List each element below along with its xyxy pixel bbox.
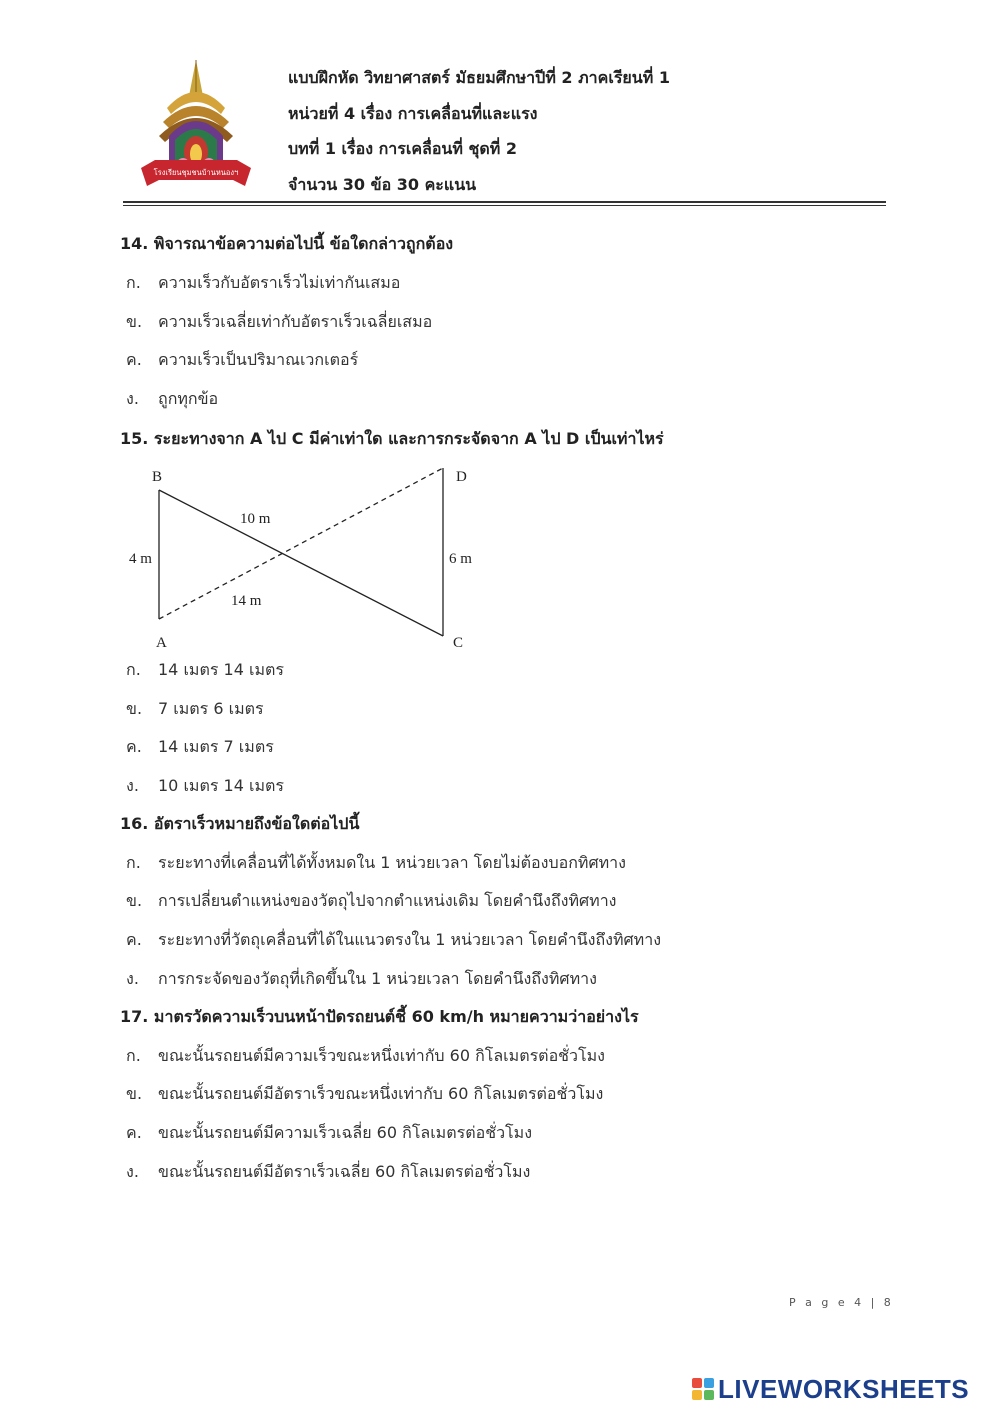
option-letter: ง. <box>126 969 139 988</box>
option-letter: ข. <box>126 312 143 331</box>
option-text: ความเร็วกับอัตราเร็วไม่เท่ากันเสมอ <box>158 273 401 292</box>
header-divider-thick <box>123 201 886 203</box>
option-text: ความเร็วเป็นปริมาณเวกเตอร์ <box>158 350 359 369</box>
option-letter: ข. <box>126 1084 143 1103</box>
header-score: จำนวน 30 ข้อ 30 คะแนน <box>288 174 477 194</box>
liveworksheets-brand-text: LIVEWORKSHEETS <box>718 1373 970 1404</box>
question-15-option-d[interactable] <box>126 774 284 799</box>
option-text: การกระจัดของวัตถุที่เกิดขึ้นใน 1 หน่วยเวลา โดยคำนึงถึงทิศทาง <box>158 969 597 988</box>
school-logo <box>133 56 259 198</box>
label-ad-length: 14 m <box>231 593 262 609</box>
worksheet-header <box>288 60 888 202</box>
header-chapter: บทที่ 1 เรื่อง การเคลื่อนที่ ชุดที่ 2 <box>288 139 517 158</box>
option-text: 7 เมตร 6 เมตร <box>158 699 264 718</box>
option-letter: ง. <box>126 776 139 795</box>
point-d-label: D <box>456 469 467 485</box>
option-text: ถูกทุกข้อ <box>158 389 219 408</box>
option-text: ขณะนั้นรถยนต์มีอัตราเร็วเฉลี่ย 60 กิโลเมตรต่อชั่วโมง <box>158 1162 531 1181</box>
question-17-option-b[interactable] <box>126 1082 603 1107</box>
liveworksheets-logo[interactable] <box>692 1374 969 1404</box>
question-14-option-a[interactable] <box>126 271 400 296</box>
option-letter: ข. <box>126 891 143 910</box>
option-text: ขณะนั้นรถยนต์มีอัตราเร็วขณะหนึ่งเท่ากับ 60 กิโลเมตรต่อชั่วโมง <box>158 1084 604 1103</box>
logo-banner-text: โรงเรียนชุมชนบ้านหนองฯ <box>153 168 239 177</box>
question-15-title: 15. ระยะทางจาก A ไป C มีค่าเท่าใด และการกระจัดจาก A ไป D เป็นเท่าไหร่ <box>120 429 664 448</box>
question-16-option-d[interactable] <box>126 967 597 992</box>
point-a-label: A <box>156 635 167 651</box>
question-15-option-a[interactable] <box>126 658 284 683</box>
segment-ad <box>159 468 443 619</box>
header-unit: หน่วยที่ 4 เรื่อง การเคลื่อนที่และแรง <box>288 103 538 123</box>
option-text: ระยะทางที่วัตถุเคลื่อนที่ได้ในแนวตรงใน 1 หน่วยเวลา โดยคำนึงถึงทิศทาง <box>158 930 662 949</box>
option-letter: ค. <box>126 350 142 369</box>
point-c-label: C <box>453 635 464 651</box>
question-17-option-c[interactable] <box>126 1121 532 1146</box>
option-letter: ก. <box>126 853 141 872</box>
question-14-option-b[interactable] <box>126 310 432 335</box>
question-16-option-a[interactable] <box>126 851 626 876</box>
option-text: การเปลี่ยนตำแหน่งของวัตถุไปจากตำแหน่งเดิม โดยคำนึงถึงทิศทาง <box>158 891 617 910</box>
page-number: P a g e 4 | 8 <box>789 1296 894 1309</box>
option-text: ขณะนั้นรถยนต์มีความเร็วเฉลี่ย 60 กิโลเมตรต่อชั่วโมง <box>158 1123 533 1142</box>
header-divider-thin <box>123 205 886 206</box>
option-letter: ก. <box>126 660 141 679</box>
option-text: 14 เมตร 7 เมตร <box>158 737 274 756</box>
option-letter: ข. <box>126 699 143 718</box>
label-dc-length: 6 m <box>449 551 472 567</box>
displacement-diagram <box>125 462 485 654</box>
question-15-option-b[interactable] <box>126 697 264 722</box>
question-15-option-c[interactable] <box>126 735 274 760</box>
header-title: แบบฝึกหัด วิทยาศาสตร์ มัธยมศึกษาปีที่ 2 ภาคเรียนที่ 1 <box>288 68 670 87</box>
segment-bc <box>159 490 443 636</box>
option-letter: ค. <box>126 1123 142 1142</box>
option-text: ระยะทางที่เคลื่อนที่ได้ทั้งหมดใน 1 หน่วยเวลา โดยไม่ต้องบอกทิศทาง <box>158 853 626 872</box>
option-text: 10 เมตร 14 เมตร <box>158 776 284 795</box>
question-17-title: 17. มาตรวัดความเร็วบนหน้าปัดรถยนต์ชี้ 60 km/h หมายความว่าอย่างไร <box>120 1007 639 1026</box>
option-letter: ก. <box>126 1046 141 1065</box>
question-14-title: 14. พิจารณาข้อความต่อไปนี้ ข้อใดกล่าวถูกต้อง <box>120 234 454 253</box>
question-16-title: 16. อัตราเร็วหมายถึงข้อใดต่อไปนี้ <box>120 814 360 833</box>
question-17-option-d[interactable] <box>126 1160 530 1185</box>
option-letter: ค. <box>126 737 142 756</box>
point-b-label: B <box>152 469 163 485</box>
question-17-option-a[interactable] <box>126 1044 605 1069</box>
question-14-option-c[interactable] <box>126 348 358 373</box>
label-ab-length: 4 m <box>129 551 152 567</box>
option-text: ขณะนั้นรถยนต์มีความเร็วขณะหนึ่งเท่ากับ 60 กิโลเมตรต่อชั่วโมง <box>158 1046 605 1065</box>
option-letter: ง. <box>126 389 139 408</box>
option-letter: ง. <box>126 1162 139 1181</box>
question-14-option-d[interactable] <box>126 387 218 412</box>
option-letter: ก. <box>126 273 141 292</box>
option-letter: ค. <box>126 930 142 949</box>
liveworksheets-grid-icon <box>692 1378 714 1400</box>
question-16-option-b[interactable] <box>126 889 616 914</box>
label-bc-length: 10 m <box>240 511 271 527</box>
question-16-option-c[interactable] <box>126 928 661 953</box>
option-text: 14 เมตร 14 เมตร <box>158 660 284 679</box>
option-text: ความเร็วเฉลี่ยเท่ากับอัตราเร็วเฉลี่ยเสมอ <box>158 312 433 331</box>
